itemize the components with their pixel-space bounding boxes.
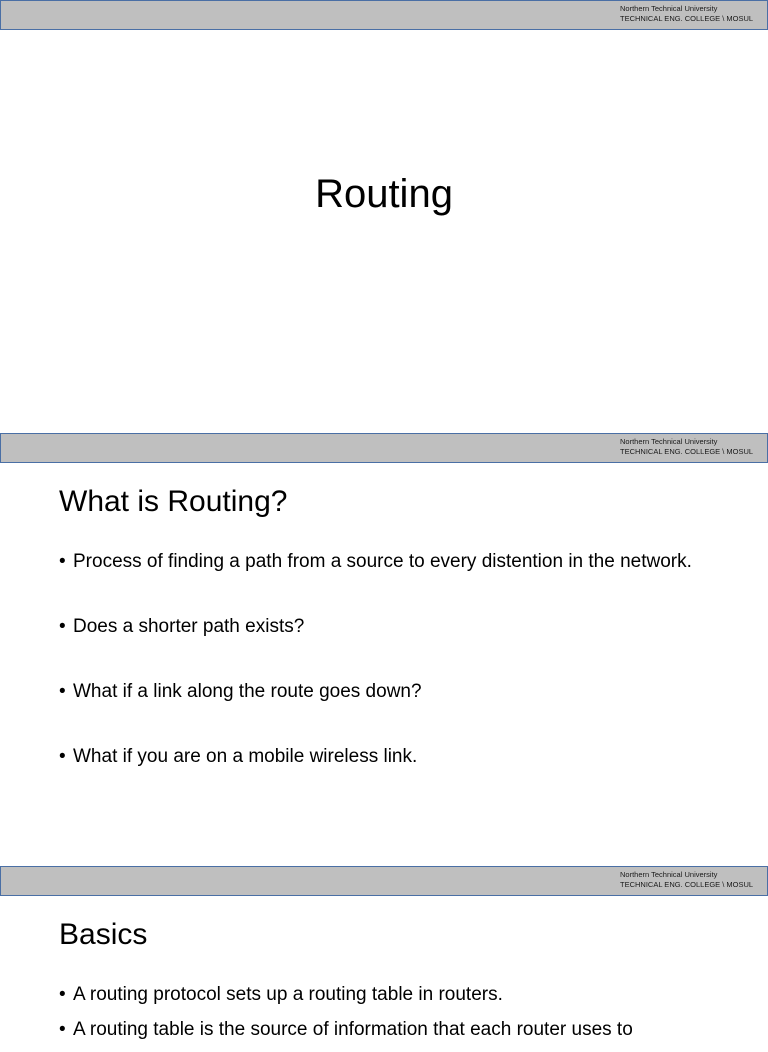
bullet-list (59, 549, 709, 809)
slide-main-title: Routing (315, 172, 453, 216)
bullet-item: • What if you are on a mobile wireless link. (59, 744, 709, 769)
header-university: Northern Technical University (620, 870, 718, 879)
bullet-item: • What if a link along the route goes down? (59, 679, 709, 704)
slide-what-is-routing (0, 433, 768, 865)
bullet-item: • Does a shorter path exists? (59, 614, 709, 639)
slide-header-bar (0, 433, 768, 463)
bullet-list (59, 982, 709, 1052)
header-university: Northern Technical University (620, 437, 718, 446)
header-institution (620, 870, 753, 890)
header-college: TECHNICAL ENG. COLLEGE \ MOSUL (620, 14, 754, 23)
slide-title-routing (0, 0, 768, 432)
slide-basics (0, 866, 768, 1040)
header-institution (620, 437, 753, 457)
slide-header-bar (0, 866, 768, 896)
header-college: TECHNICAL ENG. COLLEGE \ MOSUL (620, 880, 754, 889)
slide-heading: Basics (59, 918, 148, 951)
slide-header-bar (0, 0, 768, 30)
bullet-item: • A routing protocol sets up a routing table in routers. (59, 982, 709, 1007)
header-university: Northern Technical University (620, 4, 718, 13)
bullet-item: • A routing table is the source of information that each router uses to (59, 1017, 709, 1042)
bullet-item: • Process of finding a path from a source to every distention in the network. (59, 549, 709, 574)
slide-heading: What is Routing? (59, 485, 288, 518)
header-institution (620, 4, 753, 24)
header-college: TECHNICAL ENG. COLLEGE \ MOSUL (620, 447, 754, 456)
